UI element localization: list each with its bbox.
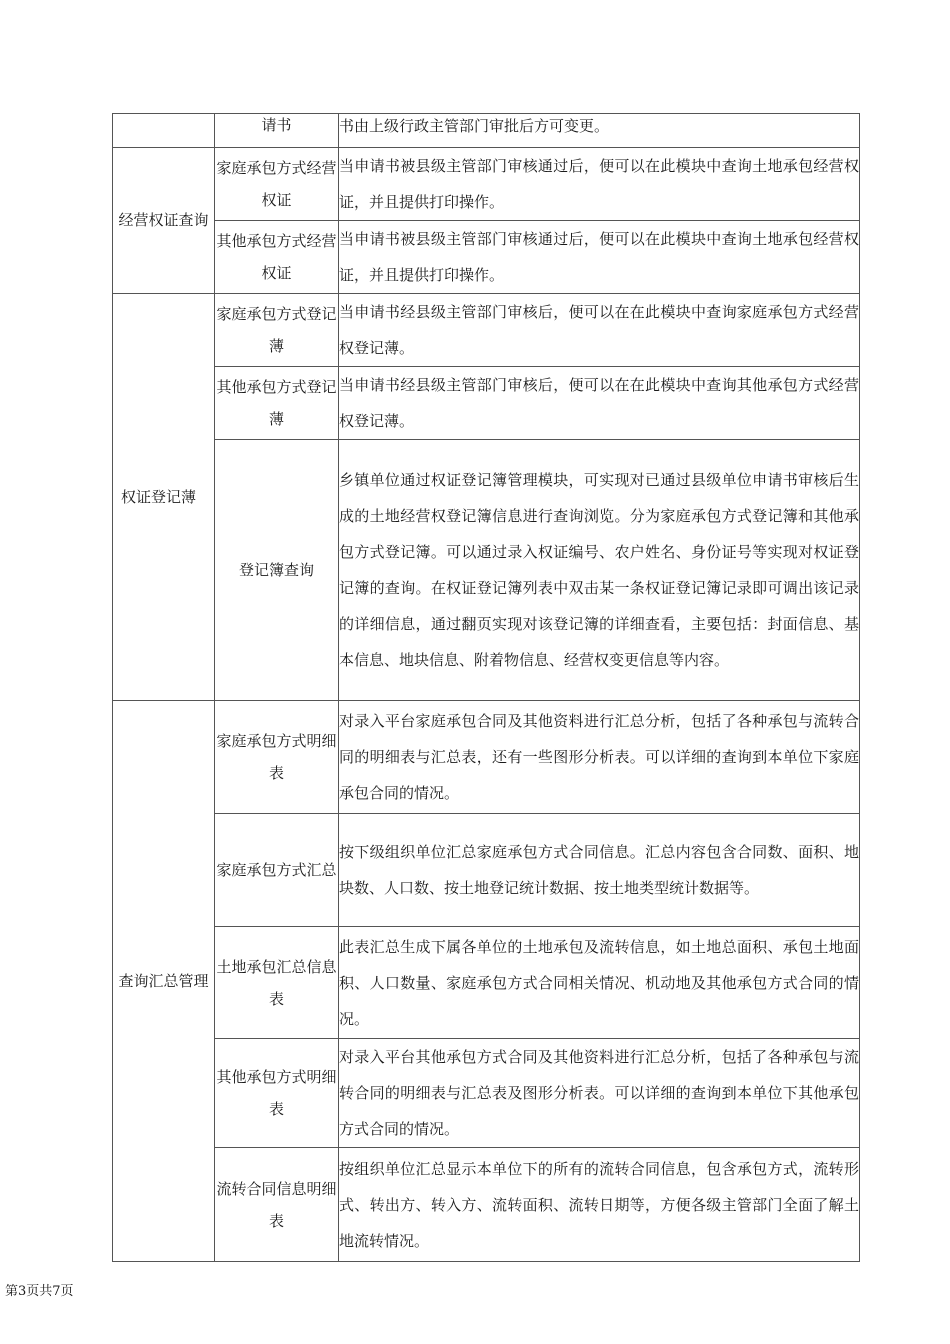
table-row [113,1148,860,1262]
description-cell: 对录入平台其他承包方式合同及其他资料进行汇总分析，包括了各种承包与流转合同的明细表与汇总表及图形分析表。可以详细的查询到本单位下其他承包方式合同的情况。 [339,1039,860,1148]
table-row [113,1039,860,1148]
page-number: 第3页共7页 [5,1284,74,1299]
category-cell: 查询汇总管理 [113,701,215,1262]
table-row [113,927,860,1039]
category-cell [113,114,215,148]
description-cell: 当申请书被县级主管部门审核通过后，便可以在此模块中查询土地承包经营权证，并且提供打印操作。 [339,221,860,294]
table-row [113,701,860,814]
table-row [113,114,860,148]
item-cell: 家庭承包方式明细表 [215,701,339,814]
category-cell: 经营权证查询 [113,148,215,294]
table-row [113,294,860,367]
description-cell: 当申请书经县级主管部门审核后，便可以在在此模块中查询其他承包方式经营权登记薄。 [339,367,860,440]
description-cell: 乡镇单位通过权证登记簿管理模块，可实现对已通过县级单位申请书审核后生成的土地经营权登记簿信息进行查询浏览。分为家庭承包方式登记簿和其他承包方式登记簿。可以通过录入权证编号、农户姓名、身份证号等实现对权证登记簿的查询。在权证登记簿列表中双击某一条权证登记簿记录即可调出该记录的详细信息，通过翻页实现对该登记簿的详细查看，主要包括：封面信息、基本信息、地块信息、附着物信息、经营权变更信息等内容。 [339,440,860,701]
item-cell: 家庭承包方式经营权证 [215,148,339,221]
table-row [113,440,860,701]
description-cell: 当申请书被县级主管部门审核通过后，便可以在此模块中查询土地承包经营权证，并且提供打印操作。 [339,148,860,221]
description-cell: 按组织单位汇总显示本单位下的所有的流转合同信息，包含承包方式，流转形式、转出方、转入方、流转面积、流转日期等，方便各级主管部门全面了解土地流转情况。 [339,1148,860,1262]
table-row [113,148,860,221]
item-cell: 家庭承包方式登记薄 [215,294,339,367]
item-cell: 家庭承包方式汇总 [215,814,339,927]
item-cell: 土地承包汇总信息表 [215,927,339,1039]
table-row [113,221,860,294]
item-cell: 流转合同信息明细表 [215,1148,339,1262]
table-row [113,814,860,927]
description-cell: 书由上级行政主管部门审批后方可变更。 [339,114,860,148]
item-cell: 其他承包方式明细表 [215,1039,339,1148]
item-cell: 其他承包方式登记薄 [215,367,339,440]
item-cell: 登记簿查询 [215,440,339,701]
category-cell: 权证登记薄 [113,294,215,701]
description-cell: 此表汇总生成下属各单位的土地承包及流转信息，如土地总面积、承包土地面积、人口数量、家庭承包方式合同相关情况、机动地及其他承包方式合同的情况。 [339,927,860,1039]
description-cell: 对录入平台家庭承包合同及其他资料进行汇总分析，包括了各种承包与流转合同的明细表与汇总表，还有一些图形分析表。可以详细的查询到本单位下家庭承包合同的情况。 [339,701,860,814]
item-cell: 其他承包方式经营权证 [215,221,339,294]
item-cell: 请书 [215,114,339,148]
table-row [113,367,860,440]
description-cell: 按下级组织单位汇总家庭承包方式合同信息。汇总内容包含合同数、面积、地块数、人口数、按土地登记统计数据、按土地类型统计数据等。 [339,814,860,927]
description-cell: 当申请书经县级主管部门审核后，便可以在在此模块中查询家庭承包方式经营权登记薄。 [339,294,860,367]
content-table [112,113,860,1262]
